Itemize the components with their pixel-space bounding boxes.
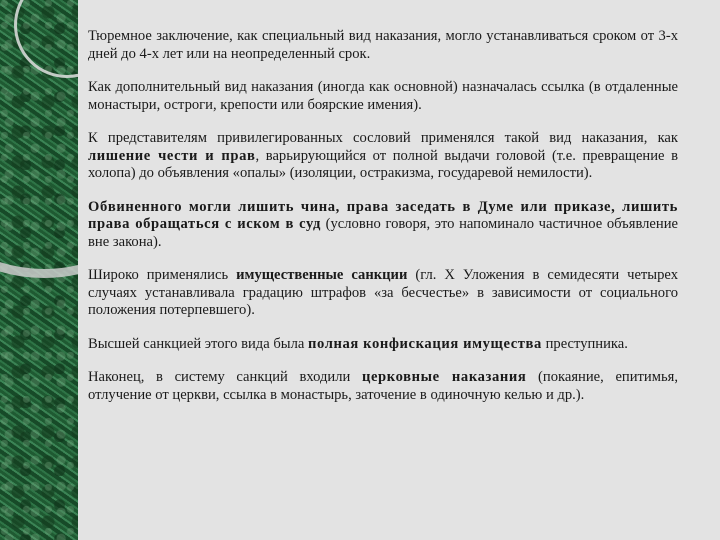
term-rank-deprivation: Обвиненного могли лишить чина, права заседать в Думе или приказе, лишить права обращаться с иском в суд [88,198,678,232]
decorative-green-band [0,0,78,540]
paragraph-loss-of-honor [88,130,678,183]
term-property-sanctions: имущественные санкции [236,267,408,283]
text-run: Высшей санкцией этого вида была [88,335,308,352]
text-run: К представителям привилегированных сословий применялся такой вид наказания, как [88,130,678,146]
text-run: Широко применялись [88,267,237,283]
text-run: Наконец, в систему санкций входили [88,369,362,385]
paragraph-property-sanctions [88,267,678,320]
paragraph-church-punishments [88,369,678,404]
slide-text-body [88,28,678,420]
text-run: (покаяние, епитимья, отлучение от церкви, ссылка в монастырь, заточение в одиночную келью и др.). [88,369,678,403]
paragraph-prison: Тюремное заключение, как специальный вид наказания, могло устанавливаться сроком от 3-х дней до 4-х лет или на неопределенный срок. [88,28,678,62]
paragraph-confiscation [88,336,678,354]
term-loss-of-honor: лишение чести и прав [88,147,256,164]
text-run: , варьирующийся от полной выдачи головой (т.е. превращение в холопа) до объявления «опалы» (изоляции, остракизма, государевой немилости). [88,147,678,181]
text-run: (условно говоря, это напоминало частичное объявление вне закона). [88,216,679,250]
paragraph-exile: Как дополнительный вид наказания (иногда как основной) назначалась ссылка (в отдаленные монастыри, остроги, крепости или боярские имения). [88,79,678,113]
text-run: преступника. [541,335,628,352]
paragraph-rank-deprivation [88,199,678,252]
text-run: (гл. X Уложения в семидесяти четырех случаях устанавливала градацию штрафов «за бесчестье» в зависимости от социального положения потерпевшего). [88,267,678,318]
term-church-punishments: церковные наказания [361,369,527,385]
term-confiscation: полная конфискация имущества [307,335,542,352]
